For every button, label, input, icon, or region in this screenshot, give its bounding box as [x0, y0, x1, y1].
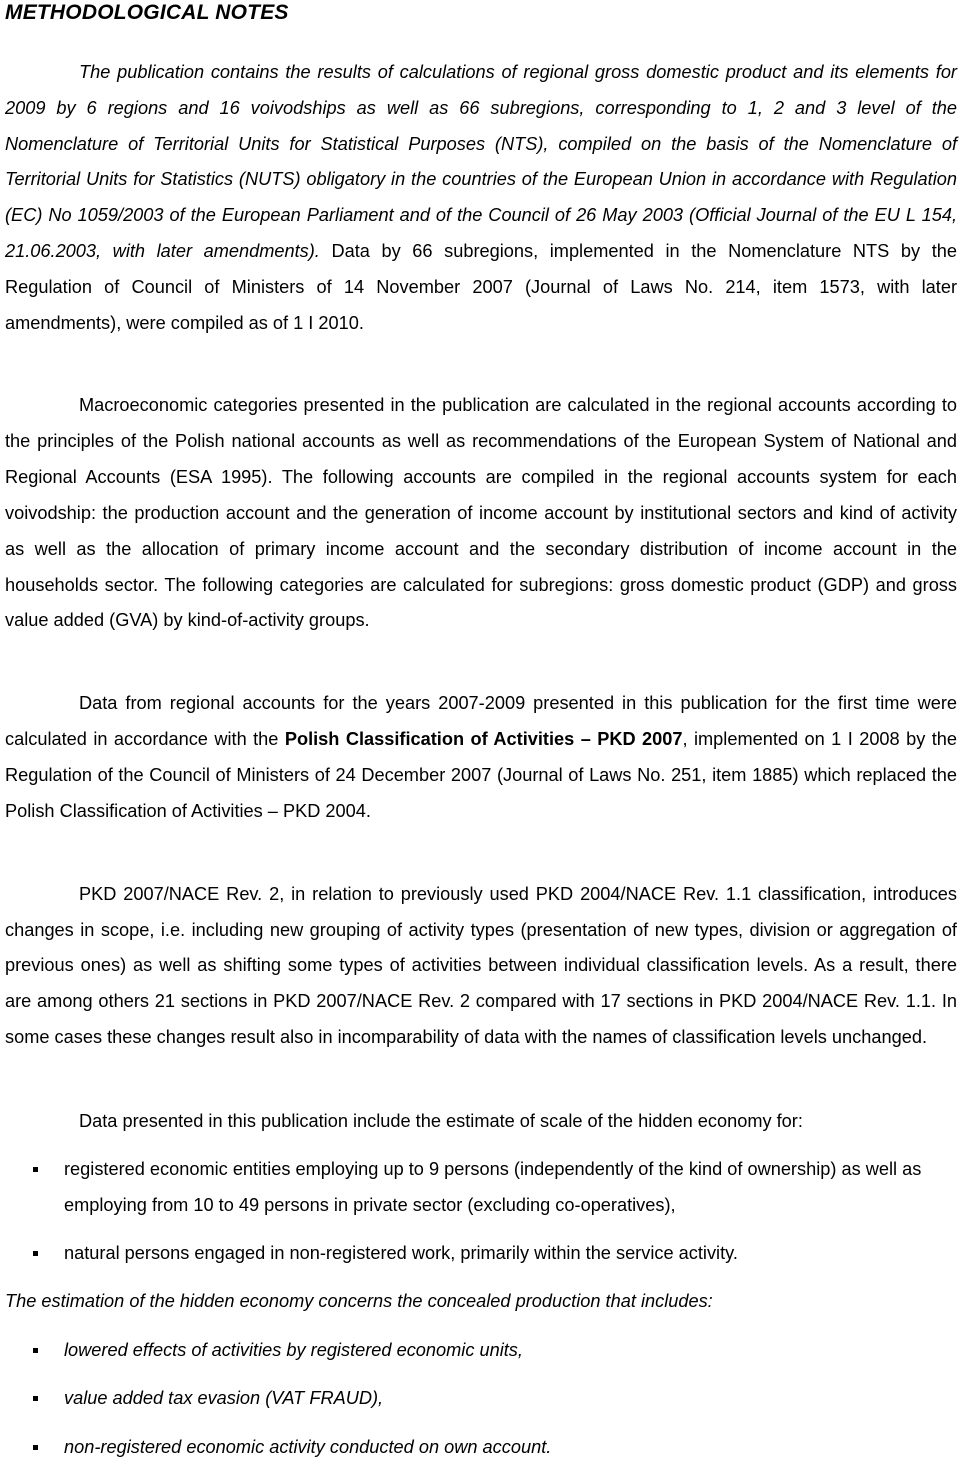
paragraph-nts-scope-text: The publication contains the results of calculations of regional gross domestic product and its elements for 2009 by 6 regions and 16 voivodships as well as 66 subregions, corresponding to 1, 2 and 3 level of the Nomenclature of Territorial Units for Statistical Purposes (NTS), compiled on the basis of the Nomenclature of Territorial Units for Statistics (NUTS) obligatory in the countries of the European Union in accordance with Regulation (EC) No 1059/2003 of the European Parliament and of the Council of 26 May 2003 (Official Journal of the EU L 154, 21.06.2003, with later amendments).: [5, 62, 957, 261]
bullet-square-icon: [33, 1396, 38, 1401]
paragraph-macroeconomic-categories: Macroeconomic categories presented in the publication are calculated in the regional accounts according to the principles of the Polish national accounts as well as recommendations of the European System of National and Regional Accounts (ESA 1995). The following accounts are compiled in the regional accounts system for each voivodship: the production account and the generation of income account by institutional sectors and kind of activity as well as the allocation of primary income account and the secondary distribution of income account in the households sector. The following categories are calculated for subregions: gross domestic product (GDP) and gross value added (GVA) by kind-of-activity groups.: [5, 395, 957, 631]
paragraph-nace-changes: PKD 2007/NACE Rev. 2, in relation to previously used PKD 2004/NACE Rev. 1.1 classification, introduces changes in scope, i.e. including new grouping of activity types (presentation of new types, division or aggregation of previous ones) as well as shifting some types of activities between individual classification levels. As a result, there are among others 21 sections in PKD 2007/NACE Rev. 2 compared with 17 sections in PKD 2004/NACE Rev. 1.1. In some cases these changes result also in incomparability of data with the names of classification levels unchanged.: [5, 884, 957, 1047]
hidden-economy-scope-list: [0, 1152, 960, 1283]
page-title: METHODOLOGICAL NOTES: [5, 1, 289, 24]
list-item-text: natural persons engaged in non-registered work, primarily within the service activity.: [64, 1242, 738, 1263]
list-item: [0, 1333, 960, 1369]
concealed-production-list: [0, 1333, 960, 1478]
paragraph-subregions-text: Data by 66 subregions, implemented in the Nomenclature NTS by the Regulation of Council of Ministers of 14 November 2007 (Journal of Laws No. 214, item 1573, with later amendments), were compiled as of 1 I 2010.: [5, 240, 957, 333]
pkd-2007-bold-term: Polish Classification of Activities – PKD 2007: [284, 728, 683, 749]
list-item: [0, 1430, 960, 1466]
list-item: [0, 1236, 960, 1272]
paragraph-concealed-production: The estimation of the hidden economy concerns the concealed production that includes:: [5, 1291, 713, 1311]
bullet-square-icon: [33, 1348, 38, 1353]
list-item-text: non-registered economic activity conducted on own account.: [64, 1436, 552, 1457]
paragraph-nts-scope: [5, 55, 957, 341]
list-item-text: registered economic entities employing up to 9 persons (independently of the kind of ownership) as well as employing from 10 to 49 persons in private sector (excluding co-operatives),: [64, 1159, 922, 1215]
paragraph-pkd-2007-rest: , implemented on 1 I 2008 by the Regulation of the Council of Ministers of 24 December 2007 (Journal of Laws No. 251, item 1885) which replaced the Polish Classification of Activities – PKD 2004.: [5, 728, 957, 821]
paragraph-pkd-2007-intro: Data from regional accounts for the years 2007-2009 presented in this publication for the first time were calculated in accordance with the: [5, 693, 957, 749]
list-item-text: value added tax evasion (VAT FRAUD),: [64, 1388, 384, 1409]
bullet-square-icon: [33, 1167, 38, 1172]
list-item: [0, 1152, 960, 1224]
bullet-square-icon: [33, 1251, 38, 1256]
list-item: [0, 1381, 960, 1417]
list-item-text: lowered effects of activities by registered economic units,: [64, 1340, 523, 1360]
paragraph-hidden-economy-intro: Data presented in this publication include the estimate of scale of the hidden economy for:: [79, 1111, 803, 1131]
paragraph-pkd-2007: [5, 686, 957, 830]
bullet-square-icon: [33, 1445, 38, 1450]
